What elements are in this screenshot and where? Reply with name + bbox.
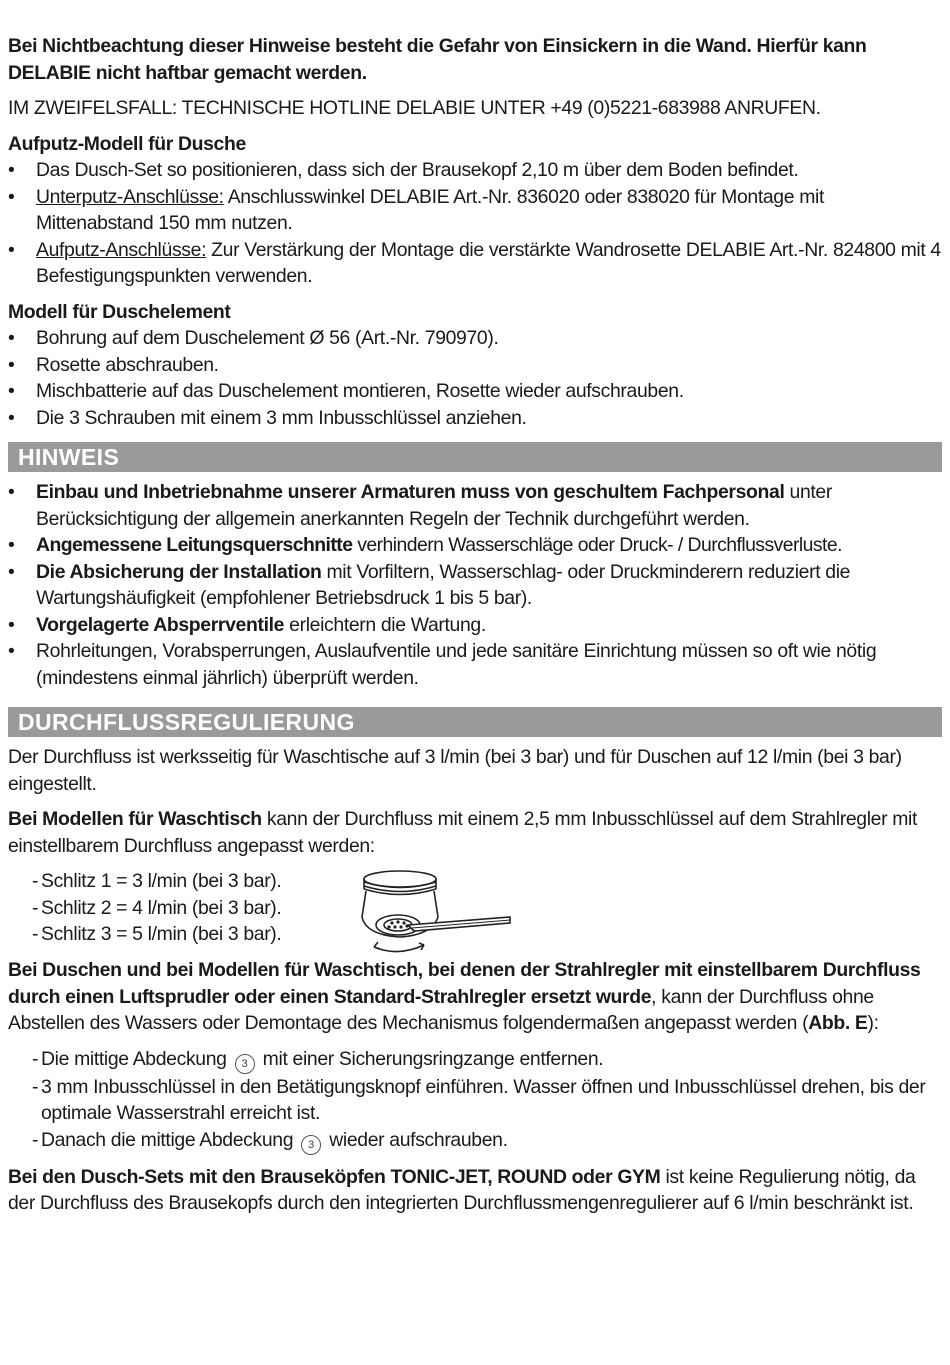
hinweis-list [8,479,942,691]
figure-reference: Abb. E [808,1012,868,1034]
duschsets-bold: Bei den Dusch-Sets mit den Brauseköpfen TONIC-JET, ROUND oder GYM [8,1165,661,1188]
waschtisch-bold: Bei Modellen für Waschtisch [8,808,262,830]
step-text: Danach die mittige Abdeckung [41,1128,294,1151]
list-item: • Rosette abschrauben. [8,352,942,379]
warning-paragraph: Bei Nichtbeachtung dieser Hinweise besteht die Gefahr von Einsickern in die Wand. Hierfür kann DELABIE nicht haftbar gemacht werden. [8,35,867,84]
list-item [8,237,942,290]
list-item-text: Rohrleitungen, Vorabsperrungen, Auslaufventile und jede sanitäre Einrichtung müssen so oft wie nötig (mindestens einmal jährlich) überprüft werden. [36,640,877,689]
list-item [8,157,942,184]
list-item [8,532,942,559]
list-item: • Bohrung auf dem Duschelement Ø 56 (Art.-Nr. 790970). [8,325,942,352]
duschsets-paragraph [8,1164,942,1217]
schlitz-section [8,868,942,948]
list-item-text: erleichtern die Wartung. [284,613,486,636]
aufputz-heading: Aufputz-Modell für Dusche [8,132,246,155]
step-item [32,1127,942,1155]
list-item: • Mischbatterie auf das Duschelement montieren, Rosette wieder aufschrauben. [8,378,942,405]
list-item-bold: Die Absicherung der Installation [36,560,322,583]
list-item [8,559,942,612]
callout-3-icon: 3 [301,1135,321,1155]
durchfluss-intro: Der Durchfluss ist werksseitig für Waschtische auf 3 l/min (bei 3 bar) und für Duschen auf 12 l/min (bei 3 bar) eingestellt. [8,746,902,795]
callout-3-icon: 3 [235,1054,255,1074]
durchfluss-section-header: DURCHFLUSSREGULIERUNG [8,707,942,737]
list-item [8,184,942,237]
dusche-bold: Bei Duschen und bei Modellen für Waschtisch, bei denen der Strahlregler mit einstellbarem Durchfluss durch einen Luftsprudler oder einen Standard-Strahlregler ersetzt wurde [8,959,921,1008]
list-item-bold: Einbau und Inbetriebnahme unserer Armaturen muss von geschultem Fachpersonal [36,481,785,503]
list-item-bold: Angemessene Leitungsquerschnitte [36,534,353,556]
step-text: wieder aufschrauben. [324,1128,508,1151]
list-item-text: Das Dusch-Set so positionieren, dass sich der Brausekopf 2,10 m über dem Boden befindet. [36,159,799,181]
list-item-text: Zur Verstärkung der Montage die verstärkte Wandrosette DELABIE Art.-Nr. 824800 mit 4 Befestigungspunkten verwenden. [36,238,941,287]
list-item-bold: Vorgelagerte Absperrventile [36,613,285,636]
schlitz-item: - Schlitz 2 = 4 l/min (bei 3 bar). [32,895,281,922]
aufputz-label: Aufputz-Anschlüsse: [36,238,207,261]
hotline-paragraph: IM ZWEIFELSFALL: TECHNISCHE HOTLINE DELABIE UNTER +49 (0)5221-683988 ANRUFEN. [8,97,821,119]
unterputz-label: Unterputz-Anschlüsse: [36,185,224,208]
list-item-text: unter Berücksichtigung der allgemein anerkannten Regeln der Technik durchgeführt werden. [36,481,832,530]
schlitz-list [32,868,281,948]
step-item [32,1046,942,1074]
waschtisch-text: kann der Durchfluss mit einem 2,5 mm Inbusschlüssel auf dem Strahlregler mit einstellbarem Durchfluss angepasst werden: [8,808,918,857]
step-item: - 3 mm Inbusschlüssel in den Betätigungsknopf einführen. Wasser öffnen und Inbusschlüssel drehen, bis der optimale Wasserstrahl erreicht ist. [32,1074,942,1127]
duschelement-heading: Modell für Duschelement [8,300,231,323]
dusche-text-end: ): [867,1012,879,1034]
duschsets-text: ist keine Regulierung nötig, da der Durchfluss des Brausekopfs durch den integrierten Durchflussmengenregulierer auf 6 l/min beschränkt ist. [8,1165,916,1214]
adjustment-steps [8,1046,942,1155]
list-item-text: mit Vorfiltern, Wasserschlag- oder Druckminderern reduziert die Wartungshäufigkeit (empfohlener Betriebsdruck 1 bis 5 bar). [36,560,851,609]
duschelement-list [8,325,942,431]
dusche-paragraph [8,957,942,1037]
aufputz-list [8,157,942,290]
schlitz-item: - Schlitz 3 = 5 l/min (bei 3 bar). [32,921,281,948]
dusche-text: , kann der Durchfluss ohne Abstellen des Wassers oder Demontage des Mechanismus folgendermaßen angepasst werden ( [8,985,874,1034]
schlitz-item: - Schlitz 1 = 3 l/min (bei 3 bar). [32,868,281,895]
hinweis-section-header: HINWEIS [8,442,942,472]
document-page [8,33,942,1217]
step-text: mit einer Sicherungsringzange entfernen. [257,1047,604,1070]
list-item [8,479,942,532]
list-item-text: Anschlusswinkel DELABIE Art.-Nr. 836020 oder 838020 für Montage mit Mittenabstand 150 mm nutzen. [36,185,825,234]
list-item [8,638,942,691]
step-text: Die mittige Abdeckung [41,1047,227,1070]
list-item: • Die 3 Schrauben mit einem 3 mm Inbusschlüssel anziehen. [8,405,942,432]
aerator-with-hex-key-illustration [352,865,512,959]
list-item [8,612,942,639]
list-item-text: verhindern Wasserschläge oder Druck- / Durchflussverluste. [352,534,842,556]
waschtisch-paragraph [8,806,942,859]
